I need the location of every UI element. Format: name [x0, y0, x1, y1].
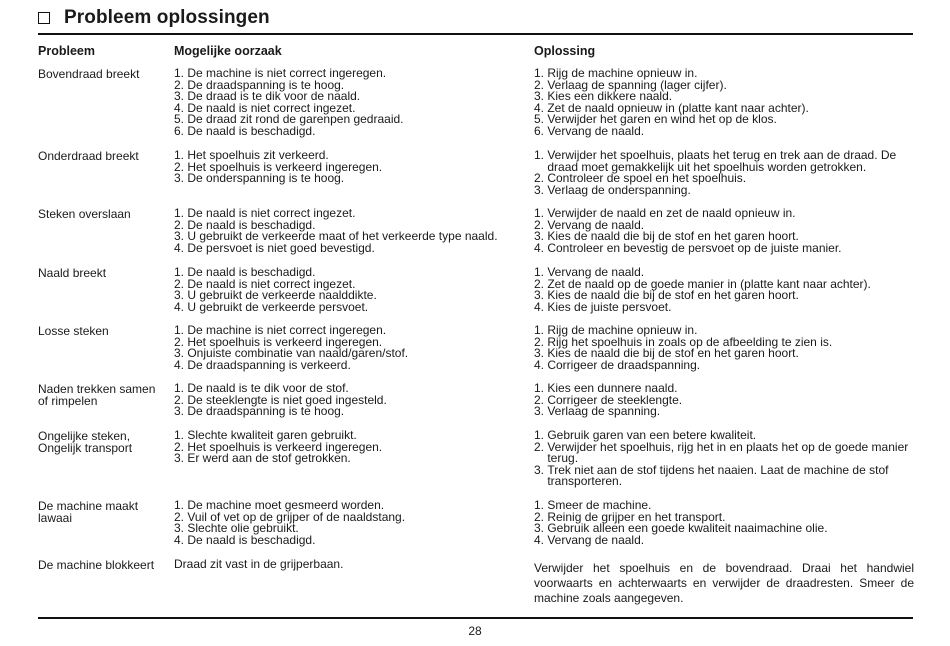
solution-text: Kies een dunnere naald.: [547, 381, 678, 395]
solution-text: Kies de naald die bij de stof en het garen hoort.: [547, 346, 799, 361]
solution-cell: [534, 430, 914, 488]
item-number: 2.: [534, 171, 548, 186]
solution-cell: [534, 383, 914, 418]
item-number: 2.: [174, 276, 188, 291]
item-number: 4.: [174, 299, 188, 314]
item-number: 3.: [534, 288, 548, 303]
solution-text: Verwijder de naald en zet de naald opnieuw in.: [547, 206, 796, 220]
item-number: 1.: [534, 148, 548, 162]
cause-cell: [174, 325, 529, 371]
item-number: 3.: [174, 89, 188, 104]
solution-text: Verlaag de onderspanning.: [547, 182, 691, 197]
cause-text: Vuil of vet op de grijper of de naaldstang.: [187, 509, 406, 524]
item-number: 5.: [534, 112, 548, 127]
item-number: 1.: [174, 206, 188, 220]
problem-cell: Steken overslaan: [38, 207, 131, 221]
cause-text: De naald is niet correct ingezet.: [187, 100, 356, 115]
problem-cell: Bovendraad breekt: [38, 67, 140, 81]
item-number: 1.: [174, 381, 188, 395]
item-number: 1.: [534, 66, 548, 80]
item-number: 2.: [534, 217, 548, 232]
solution-text: Gebruik garen van een betere kwaliteit.: [547, 428, 757, 442]
cause-text: De steeklengte is niet goed ingesteld.: [187, 392, 387, 407]
solution-item: [534, 123, 914, 138]
item-number: 3.: [534, 462, 548, 477]
solution-text: Kies de juiste persvoet.: [547, 299, 672, 314]
solution-item: [534, 406, 914, 418]
item-number: 1.: [534, 265, 548, 279]
solution-cell: Verwijder het spoelhuis en de bovendraad. Draai het handwiel voorwaarts en achterwaarts en verwijder de draadresten. Smeer de machine zoals aangegeven.: [534, 561, 914, 605]
cause-text: De naald is beschadigd.: [187, 217, 316, 232]
item-number: 1.: [534, 323, 548, 337]
item-number: 4.: [174, 532, 188, 547]
solution-text: Verlaag de spanning.: [547, 404, 661, 419]
solution-cell: [534, 500, 914, 546]
cause-text: Het spoelhuis is verkeerd ingeregen.: [187, 159, 383, 174]
solution-cell: [534, 267, 914, 313]
solution-text: Trek niet aan de stof tijdens het naaien. Laat de machine de stof transporteren.: [547, 462, 889, 489]
item-number: 3.: [174, 171, 188, 186]
item-number: 2.: [534, 392, 548, 407]
item-number: 2.: [174, 392, 188, 407]
cause-text: De machine moet gesmeerd worden.: [187, 498, 385, 512]
cause-item: [174, 173, 529, 185]
item-number: 2.: [174, 77, 188, 92]
solution-item: [534, 532, 914, 547]
solution-text: Corrigeer de draadspanning.: [547, 357, 701, 372]
solution-text: Kies de naald die bij de stof en het garen hoort.: [547, 229, 799, 244]
cause-cell: [174, 68, 529, 138]
solution-text: Vervang de naald.: [547, 217, 645, 232]
solution-text: Controleer de spoel en het spoelhuis.: [547, 171, 747, 186]
cause-cell: [174, 150, 529, 185]
cause-text: De draadspanning is te hoog.: [187, 77, 345, 92]
solution-text: Verlaag de spanning (lager cijfer).: [547, 77, 727, 92]
bottom-divider: [38, 617, 913, 619]
item-number: 3.: [534, 229, 548, 244]
cause-cell: [174, 267, 529, 313]
solution-text: Rijg de machine opnieuw in.: [547, 66, 698, 80]
cause-cell: [174, 500, 529, 546]
solution-text: Vervang de naald.: [547, 265, 645, 279]
solution-cell: [534, 150, 914, 196]
item-number: 2.: [174, 439, 188, 454]
cause-cell: [174, 383, 529, 418]
item-number: 1.: [174, 428, 188, 442]
item-number: 4.: [534, 357, 548, 372]
item-number: 3.: [174, 288, 188, 303]
title-row: [38, 6, 270, 30]
item-number: 2.: [534, 439, 548, 454]
cause-text: Onjuiste combinatie van naald/garen/stof.: [187, 346, 409, 361]
cause-text: Het spoelhuis is verkeerd ingeregen.: [187, 334, 383, 349]
solution-item: [534, 150, 914, 173]
item-number: 2.: [534, 276, 548, 291]
cause-item: [174, 453, 529, 465]
item-number: 4.: [174, 240, 188, 255]
cause-cell: [174, 430, 529, 465]
problem-cell: Losse steken: [38, 324, 109, 338]
item-number: 1.: [174, 323, 188, 337]
item-number: 3.: [174, 346, 188, 361]
solution-item: [534, 357, 914, 372]
solution-cell: [534, 325, 914, 371]
item-number: 4.: [534, 100, 548, 115]
cause-text: Slechte olie gebruikt.: [187, 521, 299, 536]
item-number: 4.: [534, 299, 548, 314]
item-number: 1.: [534, 206, 548, 220]
solution-text: Vervang de naald.: [547, 532, 645, 547]
cause-text: De machine is niet correct ingeregen.: [187, 66, 387, 80]
cause-item: [174, 406, 529, 418]
cause-item: [174, 532, 529, 547]
solution-cell: [534, 68, 914, 138]
problem-cell: De machine blokkeert: [38, 558, 155, 572]
top-divider: [38, 33, 913, 35]
item-number: 1.: [534, 498, 548, 512]
solution-text: Verwijder het garen en wind het op de klos.: [547, 112, 777, 127]
item-number: 2.: [174, 217, 188, 232]
cause-item: [174, 357, 529, 372]
page-title: Probleem oplossingen: [64, 7, 270, 28]
cause-text: De naald is beschadigd.: [187, 265, 316, 279]
cause-item: [174, 240, 529, 255]
solution-text: Reinig de grijper en het transport.: [547, 509, 726, 524]
solution-item: [534, 462, 914, 489]
checkbox-square-icon: [38, 12, 50, 24]
solution-text: Kies een dikkere naald.: [547, 89, 673, 104]
cause-text: De naald is niet correct ingezet.: [187, 206, 356, 220]
cause-text: Het spoelhuis is verkeerd ingeregen.: [187, 439, 383, 454]
cause-text: De draad zit rond de garenpen gedraaid.: [187, 112, 404, 127]
item-number: 5.: [174, 112, 188, 127]
problem-cell: Naald breekt: [38, 266, 107, 280]
item-number: 3.: [534, 182, 548, 197]
item-number: 4.: [174, 357, 188, 372]
cause-cell: Draad zit vast in de grijperbaan.: [174, 557, 344, 571]
solution-item: [534, 439, 914, 466]
cause-cell: [174, 208, 529, 254]
solution-text: Verwijder het spoelhuis, rijg het in en plaats het op de goede manier terug.: [547, 439, 909, 466]
solution-text: Controleer en bevestig de persvoet op de juiste manier.: [547, 240, 842, 255]
page-number: 28: [468, 624, 482, 638]
header-problem: Probleem: [38, 44, 95, 58]
cause-text: De naald is te dik voor de stof.: [187, 381, 349, 395]
solution-text: Zet de naald opnieuw in (platte kant naar achter).: [547, 100, 809, 115]
item-number: 2.: [174, 509, 188, 524]
solution-text: Vervang de naald.: [547, 123, 645, 138]
cause-text: U gebruikt de verkeerde maat of het verkeerde type naald.: [187, 229, 498, 244]
item-number: 3.: [534, 89, 548, 104]
solution-text: Rijg het spoelhuis in zoals op de afbeelding te zien is.: [547, 334, 833, 349]
cause-text: De onderspanning is te hoog.: [187, 171, 345, 186]
item-number: 2.: [534, 334, 548, 349]
item-number: 2.: [534, 509, 548, 524]
cause-text: De naald is beschadigd.: [187, 532, 316, 547]
solution-text: Verwijder het spoelhuis, plaats het terug en trek aan de draad. De draad moet gemakkelijk uit het spoelhuis worden getrokken.: [547, 148, 897, 174]
cause-text: De draadspanning is te hoog.: [187, 404, 345, 419]
item-number: 1.: [534, 381, 548, 395]
item-number: 3.: [534, 346, 548, 361]
solution-text: Rijg de machine opnieuw in.: [547, 323, 698, 337]
item-number: 1.: [174, 148, 188, 162]
item-number: 3.: [174, 229, 188, 244]
problem-cell: Onderdraad breekt: [38, 149, 139, 163]
header-solution: Oplossing: [534, 44, 596, 58]
item-number: 4.: [174, 100, 188, 115]
cause-item: [174, 299, 529, 314]
item-number: 1.: [174, 66, 188, 80]
solution-item: [534, 299, 914, 314]
item-number: 2.: [174, 334, 188, 349]
cause-text: De persvoet is niet goed bevestigd.: [187, 240, 375, 255]
cause-text: Er werd aan de stof getrokken.: [187, 451, 351, 466]
item-number: 2.: [534, 77, 548, 92]
cause-text: De draadspanning is verkeerd.: [187, 357, 351, 372]
solution-text: Gebruik alleen een goede kwaliteit naaimachine olie.: [547, 521, 828, 536]
header-cause: Mogelijke oorzaak: [174, 44, 282, 58]
cause-text: U gebruikt de verkeerde persvoet.: [187, 299, 369, 314]
problem-cell: Naden trekken samen of rimpelen: [38, 382, 156, 408]
item-number: 6.: [174, 123, 188, 138]
item-number: 1.: [174, 265, 188, 279]
item-number: 3.: [534, 404, 548, 419]
item-number: 6.: [534, 123, 548, 138]
solution-text: Corrigeer de steeklengte.: [547, 392, 683, 407]
item-number: 3.: [174, 521, 188, 536]
item-number: 1.: [534, 428, 548, 442]
item-number: 3.: [174, 404, 188, 419]
item-number: 3.: [534, 521, 548, 536]
item-number: 2.: [174, 159, 188, 174]
cause-text: De naald is beschadigd.: [187, 123, 316, 138]
item-number: 4.: [534, 532, 548, 547]
cause-text: De naald is niet correct ingezet.: [187, 276, 356, 291]
item-number: 1.: [174, 498, 188, 512]
solution-text: Kies de naald die bij de stof en het garen hoort.: [547, 288, 799, 303]
solution-item: [534, 182, 914, 197]
item-number: 3.: [174, 451, 188, 466]
solution-cell: [534, 208, 914, 254]
cause-item: [174, 123, 529, 138]
cause-text: De draad is te dik voor de naald.: [187, 89, 361, 104]
solution-text: Smeer de machine.: [547, 498, 652, 512]
solution-text: Zet de naald op de goede manier in (platte kant naar achter).: [547, 276, 871, 291]
problem-cell: Ongelijke steken, Ongelijk transport: [38, 429, 133, 455]
cause-text: U gebruikt de verkeerde naalddikte.: [187, 288, 377, 303]
problem-cell: De machine maakt lawaai: [38, 499, 139, 525]
cause-text: Slechte kwaliteit garen gebruikt.: [187, 428, 357, 442]
cause-text: De machine is niet correct ingeregen.: [187, 323, 387, 337]
item-number: 4.: [534, 240, 548, 255]
cause-text: Het spoelhuis zit verkeerd.: [187, 148, 329, 162]
solution-item: [534, 240, 914, 255]
